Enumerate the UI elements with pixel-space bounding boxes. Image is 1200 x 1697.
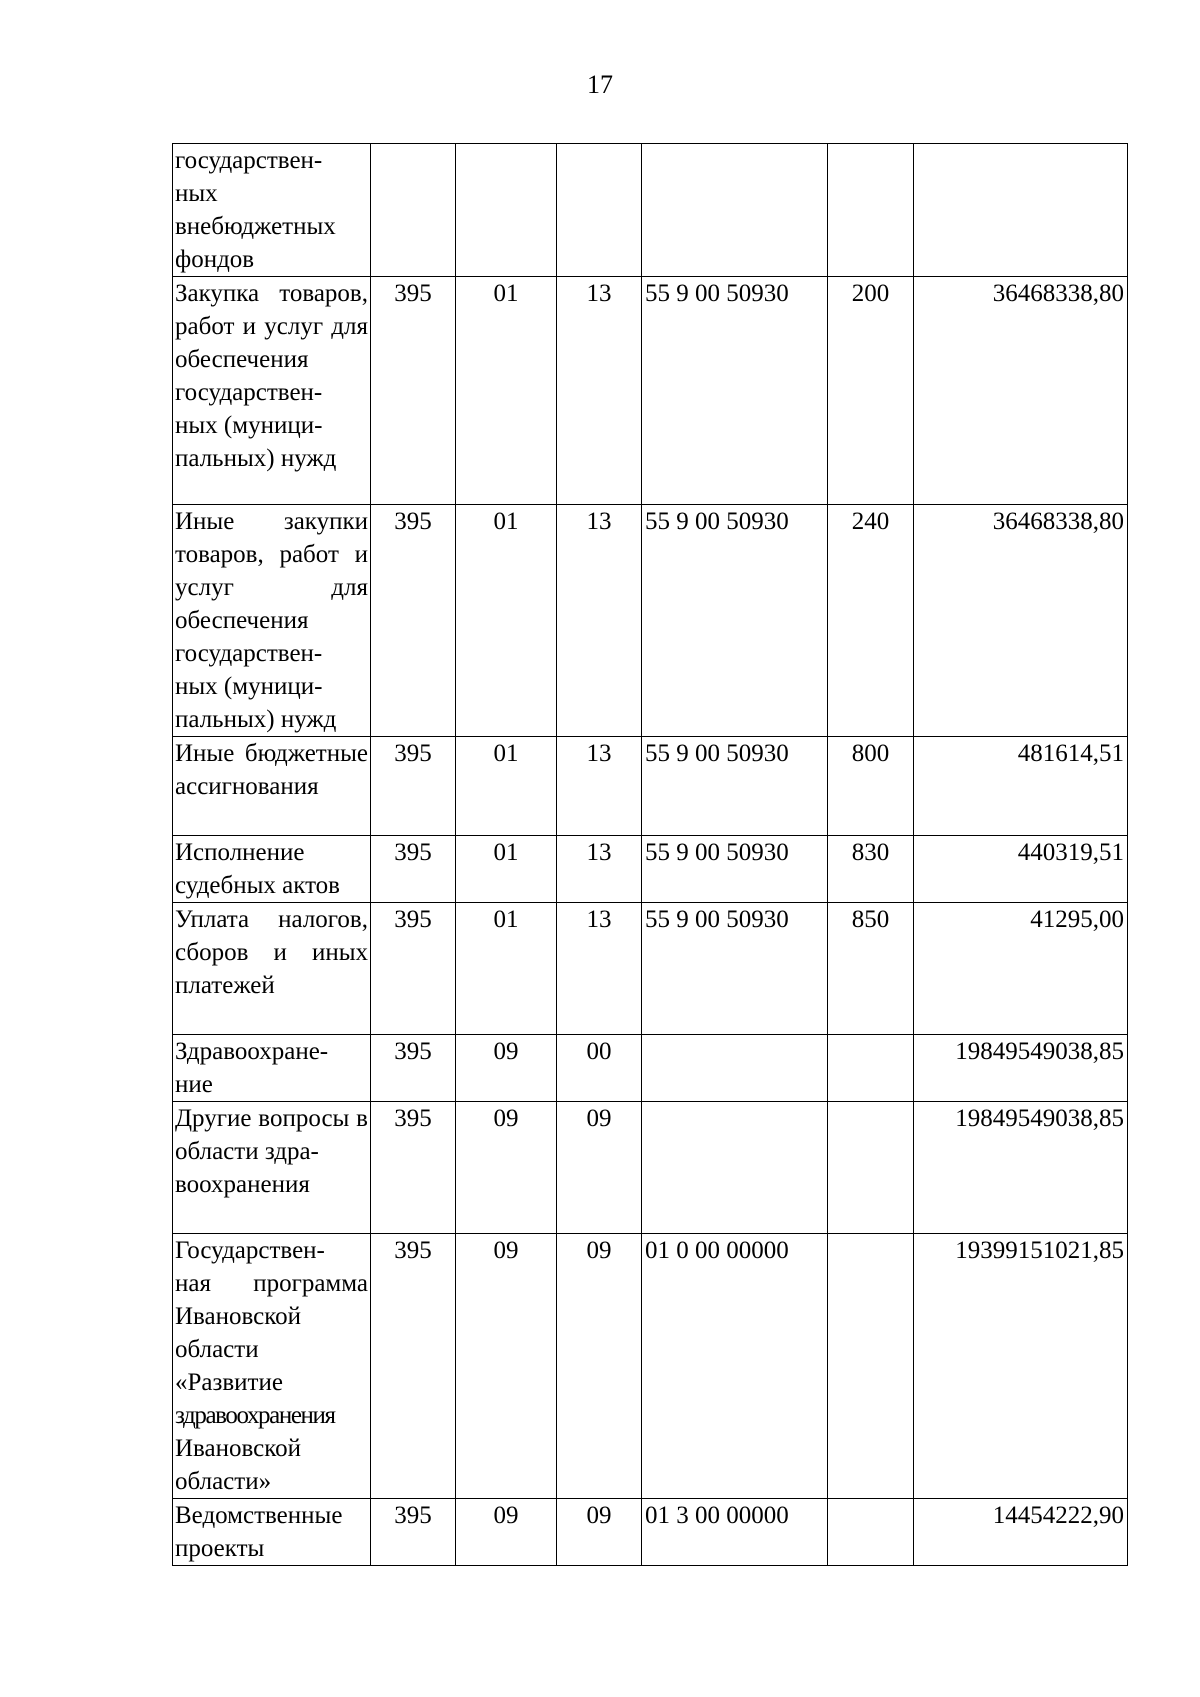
- row-name-cell: государствен- ных внебюджетных фондов: [173, 144, 371, 277]
- section-cell: [456, 144, 557, 277]
- admin-code-cell: 395: [371, 505, 456, 737]
- admin-code-cell: 395: [371, 737, 456, 836]
- expense-type-cell: 200: [828, 277, 914, 505]
- admin-code-cell: 395: [371, 1499, 456, 1566]
- section-cell: 09: [456, 1102, 557, 1234]
- section-cell: 09: [456, 1234, 557, 1499]
- table-row: [173, 1035, 1128, 1102]
- table-row: [173, 505, 1128, 737]
- target-article-cell: 55 9 00 50930: [642, 505, 828, 737]
- admin-code-cell: 395: [371, 1035, 456, 1102]
- amount-cell: 19849549038,85: [914, 1035, 1128, 1102]
- row-name-cell: Закупка товаров, работ и услуг для обеспечения государствен- ных (муници- пальных) нужд: [173, 277, 371, 505]
- section-cell: 09: [456, 1035, 557, 1102]
- admin-code-cell: 395: [371, 836, 456, 903]
- table-row: [173, 903, 1128, 1035]
- section-cell: 01: [456, 836, 557, 903]
- expense-type-cell: [828, 144, 914, 277]
- subsection-cell: 09: [557, 1234, 642, 1499]
- row-name-cell: Уплата налогов, сборов и иных платежей: [173, 903, 371, 1035]
- subsection-cell: 13: [557, 737, 642, 836]
- row-name-cell: Государствен- ная программа Ивановской области «Развитие здравоохранения Ивановской области»: [173, 1234, 371, 1499]
- subsection-cell: 13: [557, 277, 642, 505]
- row-name-cell: Ведомственные проекты: [173, 1499, 371, 1566]
- subsection-cell: [557, 144, 642, 277]
- amount-cell: 14454222,90: [914, 1499, 1128, 1566]
- table-row: [173, 1499, 1128, 1566]
- expense-type-cell: [828, 1102, 914, 1234]
- amount-cell: 36468338,80: [914, 277, 1128, 505]
- amount-cell: 481614,51: [914, 737, 1128, 836]
- amount-cell: 36468338,80: [914, 505, 1128, 737]
- row-name-cell: Иные бюджетные ассигнования: [173, 737, 371, 836]
- admin-code-cell: 395: [371, 1234, 456, 1499]
- admin-code-cell: 395: [371, 1102, 456, 1234]
- expense-type-cell: [828, 1499, 914, 1566]
- amount-cell: 41295,00: [914, 903, 1128, 1035]
- target-article-cell: 55 9 00 50930: [642, 836, 828, 903]
- row-name-cell: Исполнение судебных актов: [173, 836, 371, 903]
- subsection-cell: 09: [557, 1499, 642, 1566]
- table-row: [173, 1102, 1128, 1234]
- section-cell: 09: [456, 1499, 557, 1566]
- table-row: [173, 737, 1128, 836]
- target-article-cell: 01 0 00 00000: [642, 1234, 828, 1499]
- table-row: [173, 277, 1128, 505]
- target-article-cell: 01 3 00 00000: [642, 1499, 828, 1566]
- target-article-cell: 55 9 00 50930: [642, 903, 828, 1035]
- expense-type-cell: 830: [828, 836, 914, 903]
- amount-cell: [914, 144, 1128, 277]
- subsection-cell: 13: [557, 903, 642, 1035]
- section-cell: 01: [456, 903, 557, 1035]
- subsection-cell: 13: [557, 836, 642, 903]
- expense-type-cell: [828, 1234, 914, 1499]
- row-name-cell: Иные закупки товаров, работ и услуг для обеспечения государствен- ных (муници- пальных) нужд: [173, 505, 371, 737]
- section-cell: 01: [456, 737, 557, 836]
- subsection-cell: 13: [557, 505, 642, 737]
- budget-table: [172, 143, 1128, 1566]
- subsection-cell: 09: [557, 1102, 642, 1234]
- amount-cell: 19849549038,85: [914, 1102, 1128, 1234]
- target-article-cell: 55 9 00 50930: [642, 737, 828, 836]
- expense-type-cell: [828, 1035, 914, 1102]
- row-name-cell: Другие вопросы в области здра- воохранения: [173, 1102, 371, 1234]
- table-row: [173, 1234, 1128, 1499]
- target-article-cell: 55 9 00 50930: [642, 277, 828, 505]
- expense-type-cell: 850: [828, 903, 914, 1035]
- admin-code-cell: 395: [371, 903, 456, 1035]
- admin-code-cell: [371, 144, 456, 277]
- target-article-cell: [642, 144, 828, 277]
- amount-cell: 19399151021,85: [914, 1234, 1128, 1499]
- table-row: [173, 144, 1128, 277]
- admin-code-cell: 395: [371, 277, 456, 505]
- subsection-cell: 00: [557, 1035, 642, 1102]
- expense-type-cell: 240: [828, 505, 914, 737]
- amount-cell: 440319,51: [914, 836, 1128, 903]
- table-row: [173, 836, 1128, 903]
- row-name-cell: Здравоохране- ние: [173, 1035, 371, 1102]
- target-article-cell: [642, 1102, 828, 1234]
- expense-type-cell: 800: [828, 737, 914, 836]
- section-cell: 01: [456, 277, 557, 505]
- section-cell: 01: [456, 505, 557, 737]
- target-article-cell: [642, 1035, 828, 1102]
- page-number: 17: [587, 70, 613, 99]
